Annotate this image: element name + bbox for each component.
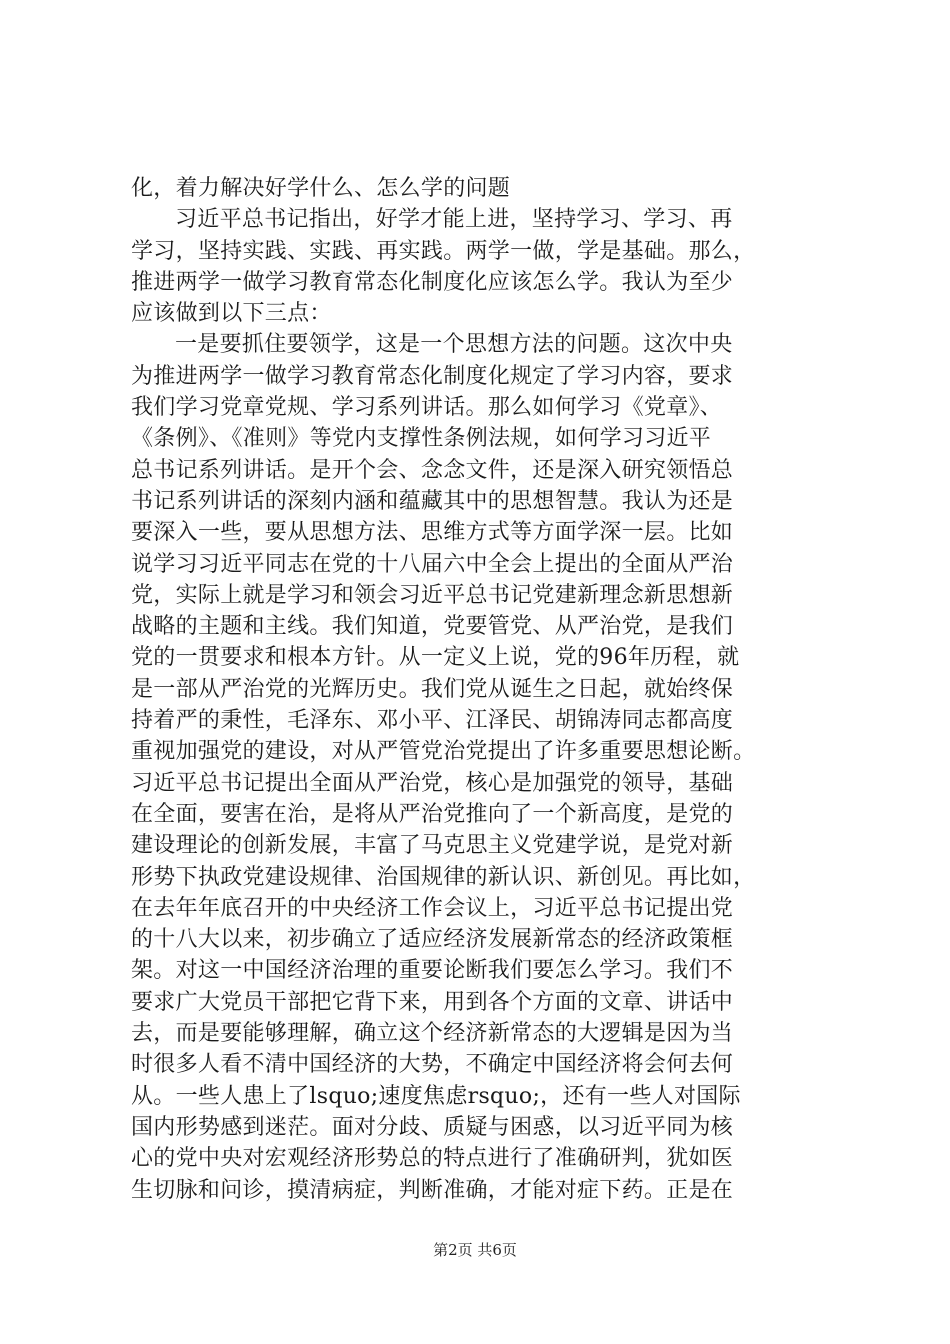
text-line: 时很多人看不清中国经济的大势，不确定中国经济将会何去何: [131, 1052, 734, 1078]
text-line: 我们学习党章党规、学习系列讲话。那么如何学习《党章》、: [131, 395, 723, 421]
text-line: 应该做到以下三点：: [131, 301, 332, 327]
text-line: 持着严的秉性，毛泽东、邓小平、江泽民、胡锦涛同志都高度: [131, 708, 734, 734]
text-line: 党的一贯要求和根本方针。从一定义上说，党的96年历程，就: [131, 645, 740, 671]
text-line: 在去年年底召开的中央经济工作会议上，习近平总书记提出党: [131, 895, 734, 921]
document-body: [131, 173, 831, 1206]
text-line: 重视加强党的建设，对从严管党治党提出了许多重要思想论断。: [131, 739, 756, 765]
text-line: 习近平总书记指出，好学才能上进，坚持学习、学习、再: [175, 207, 733, 233]
text-line: 要求广大党员干部把它背下来，用到各个方面的文章、讲话中: [131, 989, 734, 1015]
text-line: 书记系列讲话的深刻内涵和蕴藏其中的思想智慧。我认为还是: [131, 488, 734, 514]
text-line: 要深入一些，要从思想方法、思维方式等方面学深一层。比如: [131, 520, 734, 546]
text-line: 为推进两学一做学习教育常态化制度化规定了学习内容，要求: [131, 363, 734, 389]
text-line: 国内形势感到迷茫。面对分歧、质疑与困惑，以习近平同为核: [131, 1114, 734, 1140]
text-line: 的十八大以来，初步确立了适应经济发展新常态的经济政策框: [131, 927, 734, 953]
text-line: 建设理论的创新发展，丰富了马克思主义党建学说，是党对新: [131, 833, 734, 859]
text-line: 心的党中央对宏观经济形势总的特点进行了准确研判，犹如医: [131, 1146, 734, 1172]
text-line: 战略的主题和主线。我们知道，党要管党、从严治党，是我们: [131, 614, 734, 640]
text-line: 《条例》、《准则》等党内支撑性条例法规，如何学习习近平: [131, 426, 712, 452]
text-line: 架。对这一中国经济治理的重要论断我们要怎么学习。我们不: [131, 958, 734, 984]
text-line: 在全面，要害在治，是将从严治党推向了一个新高度，是党的: [131, 801, 734, 827]
text-line: 化，着力解决好学什么、怎么学的问题: [131, 176, 511, 201]
text-line: 党，实际上就是学习和领会习近平总书记党建新理念新思想新: [131, 582, 734, 608]
text-line: 习近平总书记提出全面从严治党，核心是加强党的领导，基础: [131, 770, 734, 796]
text-line: 从。一些人患上了lsquo;速度焦虑rsquo;，还有一些人对国际: [131, 1083, 741, 1109]
text-line: 说学习习近平同志在党的十八届六中全会上提出的全面从严治: [131, 551, 734, 577]
text-line: 是一部从严治党的光辉历史。我们党从诞生之日起，就始终保: [131, 676, 734, 702]
text-line: 去，而是要能够理解，确立这个经济新常态的大逻辑是因为当: [131, 1021, 734, 1047]
text-line: 形势下执政党建设规律、治国规律的新认识、新创见。再比如，: [131, 864, 756, 890]
text-line: 生切脉和问诊，摸清病症，判断准确，才能对症下药。正是在: [131, 1177, 734, 1203]
text-line: 一是要抓住要领学，这是一个思想方法的问题。这次中央: [175, 332, 733, 358]
text-line: 总书记系列讲话。是开个会、念念文件，还是深入研究领悟总: [131, 457, 734, 483]
text-line: 学习，坚持实践、实践、再实践。两学一做，学是基础。那么，: [131, 238, 756, 264]
page-number-footer: 第2页 共6页: [433, 1241, 517, 1259]
text-line: 推进两学一做学习教育常态化制度化应该怎么学。我认为至少: [131, 269, 734, 295]
